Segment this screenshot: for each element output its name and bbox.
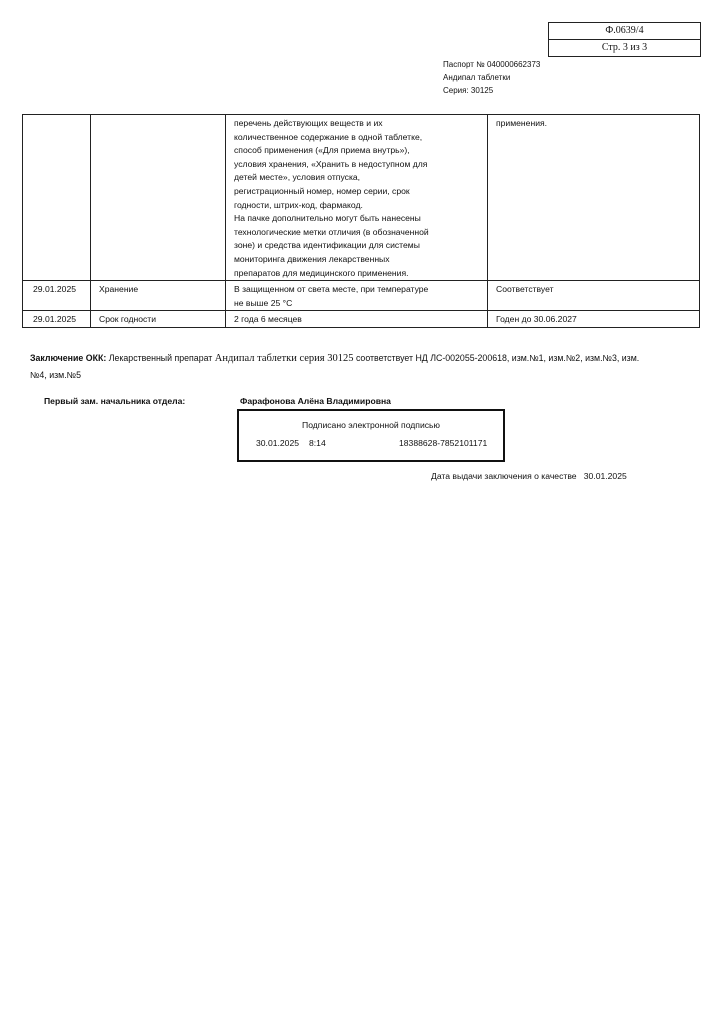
issue-date-line [431, 471, 627, 481]
table-cell-date: 29.01.2025 [23, 311, 91, 328]
issue-label: Дата выдачи заключения о качестве [431, 471, 577, 481]
passport-header [443, 58, 540, 97]
issue-date: 30.01.2025 [583, 471, 627, 481]
passport-number: Паспорт № 040000662373 [443, 60, 541, 69]
table-row [23, 311, 700, 328]
table-row [23, 115, 700, 281]
form-code: Ф.0639/4 [605, 25, 644, 36]
signature-time: 8:14 [309, 438, 326, 448]
signature-date: 30.01.2025 [256, 438, 300, 448]
conclusion-text-before: Лекарственный препарат [108, 353, 213, 363]
table-cell-result: применения. [488, 115, 700, 281]
signature-id: 18388628-7852101171 [399, 438, 488, 448]
conclusion-text-after: соответствует НД ЛС-002055-200618, изм.№1, изм.№2, изм.№3, изм.№4, изм.№5 [30, 353, 640, 380]
table-cell-indicator [91, 115, 226, 281]
table-cell-result: Годен до 30.06.2027 [488, 311, 700, 328]
table-cell-date [23, 115, 91, 281]
series-number: Серия: 30125 [443, 86, 494, 95]
table-cell-date: 29.01.2025 [23, 281, 91, 311]
table-cell-norm: В защищенном от света месте, при температуре не выше 25 °С [226, 281, 488, 311]
electronic-signature-stamp [237, 409, 505, 462]
quality-table [22, 114, 700, 328]
table-cell-norm: перечень действующих веществ и их количественное содержание в одной таблетке, способ применения («Для приема внутрь»), условия хранения, «Хранить в недоступном для детей месте», условия отпуска, регистрационный номер, номер серии, срок годности, штрих-код, фармакод. На пачке дополнительно могут быть нанесены технологические метки отличия (в обозначенной зоне) и средства идентификации для системы мониторинга движения лекарственных препаратов для медицинского применения. [226, 115, 488, 281]
conclusion-product-series: Андипал таблетки серия 30125 [214, 353, 354, 364]
page-number: Стр. 3 из 3 [549, 39, 700, 56]
form-code-box [548, 22, 701, 57]
signatory-name: Фарафонова Алёна Владимировна [240, 396, 391, 406]
table-cell-indicator: Хранение [91, 281, 226, 311]
table-cell-result: Соответствует [488, 281, 700, 311]
conclusion-label: Заключение ОКК: [30, 353, 107, 363]
signature-title: Подписано электронной подписью [302, 420, 440, 430]
signatory-position: Первый зам. начальника отдела: [44, 396, 186, 406]
table-cell-indicator: Срок годности [91, 311, 226, 328]
product-name: Андипал таблетки [443, 73, 511, 82]
table-row [23, 281, 700, 311]
table-cell-norm: 2 года 6 месяцев [226, 311, 488, 328]
qc-conclusion [30, 350, 640, 383]
